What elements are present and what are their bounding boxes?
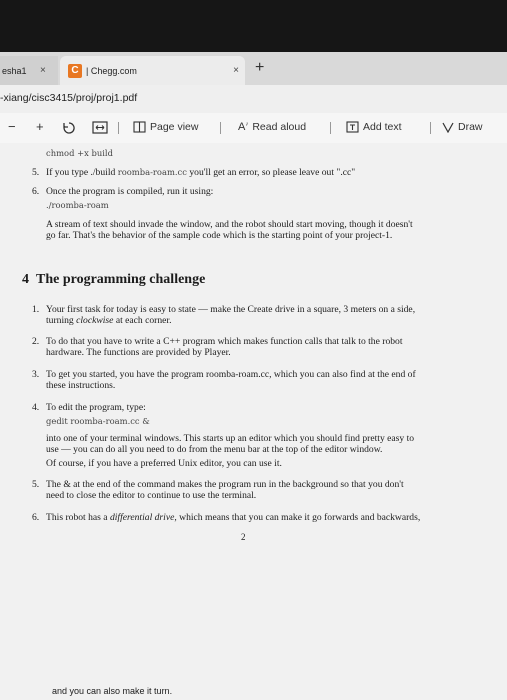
code-line: chmod +x build <box>46 148 113 158</box>
tab-esha[interactable] <box>0 56 58 85</box>
list-number: 1. <box>32 304 40 315</box>
list-item: Once the program is compiled, run it using: <box>46 186 214 197</box>
list-number: 4. <box>32 402 40 413</box>
code-line: gedit roomba-roam.cc & <box>46 416 150 426</box>
tab-label: | Chegg.com <box>86 65 137 76</box>
close-icon[interactable]: × <box>40 65 46 76</box>
emphasis: clockwise <box>76 315 114 326</box>
list-number: 5. <box>32 167 40 178</box>
pdf-toolbar <box>0 113 507 144</box>
draw-button[interactable] <box>442 121 483 133</box>
list-number: 6. <box>32 186 40 197</box>
add-text-button[interactable] <box>346 121 402 133</box>
add-text-label: Add text <box>363 121 402 133</box>
divider <box>430 122 431 134</box>
page-view-button[interactable] <box>133 121 198 133</box>
tab-bar <box>0 52 507 85</box>
paragraph-line: use — you can do all you need to do from the menu bar at the top of the editor window. <box>46 444 383 455</box>
list-number: 3. <box>32 369 40 380</box>
paragraph-line: To do that you have to write a C++ program which makes function calls that talk to the robot <box>46 336 403 347</box>
paragraph-line: Your first task for today is easy to state — make the Create drive in a square, 3 meters on a side, <box>46 304 416 315</box>
list-item <box>46 167 355 178</box>
paragraph-line: these instructions. <box>46 380 116 391</box>
read-aloud-icon: A♪ <box>238 121 249 133</box>
text-run: you'll get an error, so please leave out ".cc" <box>189 167 356 178</box>
paragraph-line: To edit the program, type: <box>46 402 146 413</box>
list-number: 6. <box>32 512 40 523</box>
text-run: , which means that you can make it go forwards and backwards, <box>174 512 421 523</box>
page-view-icon <box>133 121 146 133</box>
paragraph-line: To get you started, you have the program roomba-roam.cc, which you can also find at the end of <box>46 369 416 380</box>
read-aloud-label: Read aloud <box>252 121 307 133</box>
draw-icon <box>442 121 454 133</box>
divider <box>220 122 221 134</box>
draw-label: Draw <box>458 121 483 133</box>
paragraph-line: The & at the end of the command makes the program run in the background so that you don't <box>46 479 404 490</box>
add-text-icon <box>346 121 359 133</box>
section-number: 4 <box>22 272 29 287</box>
divider <box>330 122 331 134</box>
divider <box>118 122 119 134</box>
list-number: 5. <box>32 479 40 490</box>
new-tab-button[interactable]: + <box>255 59 265 76</box>
text-run: If you type ./build <box>46 167 116 178</box>
paragraph-line <box>46 315 171 326</box>
address-text: -xiang/cisc3415/proj/proj1.pdf <box>0 92 138 104</box>
read-aloud-button[interactable] <box>238 121 306 133</box>
paragraph-line <box>46 512 420 523</box>
page-number: 2 <box>241 532 246 542</box>
inline-code: roomba-roam.cc <box>117 167 187 177</box>
tab-chegg[interactable] <box>60 56 245 85</box>
fit-page-icon[interactable] <box>92 121 108 134</box>
page-view-label: Page view <box>150 121 199 133</box>
paragraph-line: A stream of text should invade the window, and the robot should start moving, though it doesn't <box>46 219 413 230</box>
next-page-text: and you can also make it turn. <box>52 686 173 696</box>
close-icon[interactable]: × <box>233 65 239 76</box>
rotate-icon[interactable] <box>62 121 76 135</box>
paragraph-line: go far. That's the behavior of the sample code which is the starting point of your project-1. <box>46 230 393 241</box>
zoom-in-button[interactable]: + <box>36 119 44 134</box>
section-title: The programming challenge <box>36 272 206 287</box>
text-run: at each corner. <box>113 315 172 326</box>
code-line: ./roomba-roam <box>46 200 109 210</box>
chegg-logo-icon: C <box>68 64 82 78</box>
list-number: 2. <box>32 336 40 347</box>
dark-top-bar <box>0 0 507 52</box>
paragraph-line: into one of your terminal windows. This starts up an editor which you should find pretty easy to <box>46 433 415 444</box>
text-run: turning <box>46 315 77 326</box>
text-run: This robot has a <box>46 512 110 523</box>
emphasis: differential drive <box>109 512 175 523</box>
paragraph-line: hardware. The functions are provided by Player. <box>46 347 231 358</box>
pdf-page <box>0 143 507 700</box>
address-bar[interactable] <box>0 85 507 114</box>
paragraph-line: need to close the editor to continue to use the terminal. <box>46 490 257 501</box>
paragraph-line: Of course, if you have a preferred Unix editor, you can use it. <box>46 458 282 469</box>
section-heading <box>22 272 205 288</box>
tab-label: esha1 <box>2 65 27 76</box>
zoom-out-button[interactable]: − <box>8 119 16 134</box>
